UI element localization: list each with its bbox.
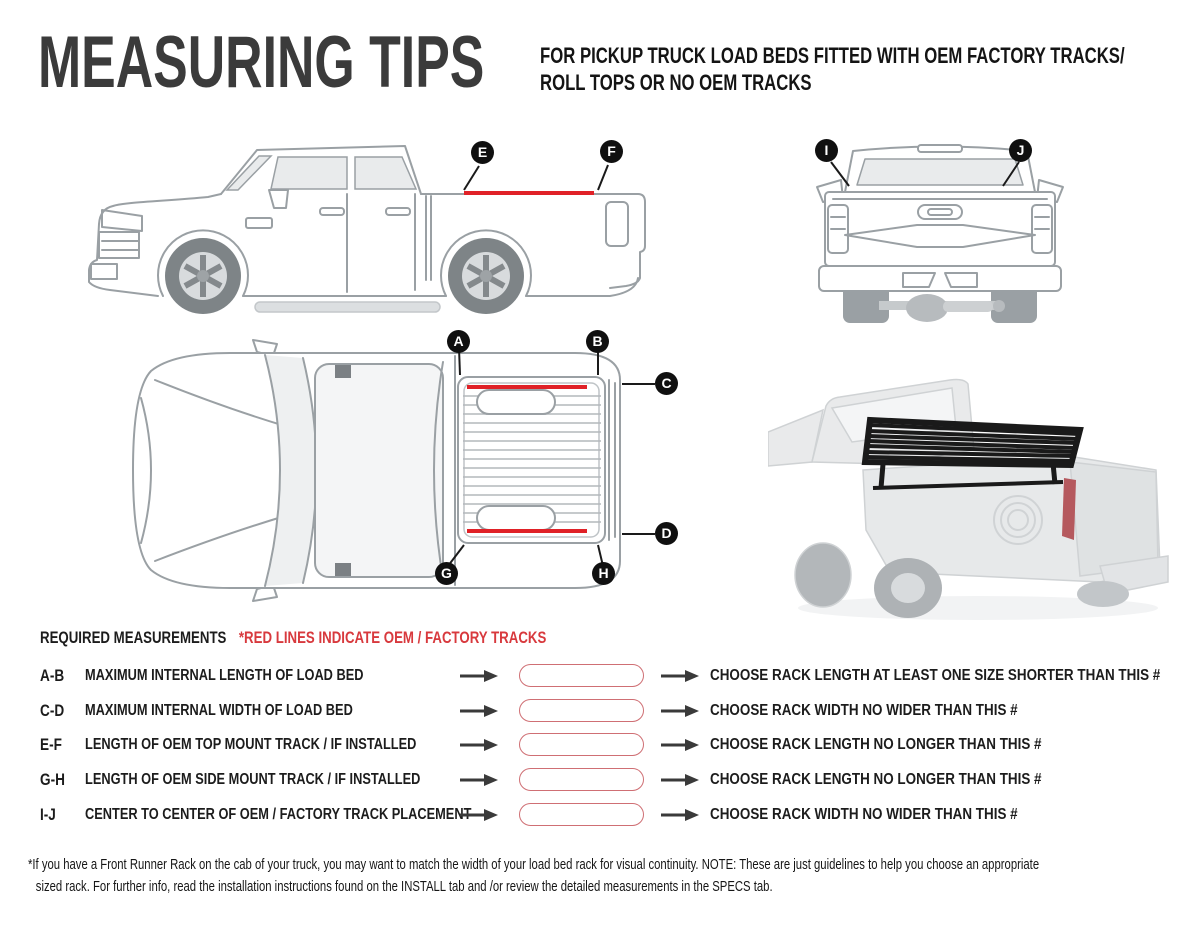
row-key: A-B — [40, 666, 65, 685]
row-description: CENTER TO CENTER OF OEM / FACTORY TRACK PLACEMENT — [85, 806, 472, 823]
truck-side-view-illustration — [50, 132, 650, 337]
row-instruction: CHOOSE RACK LENGTH NO LONGER THAN THIS # — [710, 771, 1042, 788]
measurement-row-ab — [0, 664, 1200, 688]
row-key: G-H — [40, 770, 65, 789]
footnote-line-1: *If you have a Front Runner Rack on the cab of your truck, you may want to match the width of your load bed rack for visual continuity. NOTE: These are just guidelines to help you choose an appropriate — [28, 857, 1040, 873]
truck-with-rack-photo — [768, 370, 1186, 628]
marker-badge-d: D — [655, 522, 678, 545]
row-instruction: CHOOSE RACK WIDTH NO WIDER THAN THIS # — [710, 806, 1018, 823]
row-instruction: CHOOSE RACK LENGTH AT LEAST ONE SIZE SHORTER THAN THIS # — [710, 667, 1161, 684]
truck-top-view-illustration — [125, 338, 673, 606]
arrow-right-icon — [460, 773, 498, 787]
row-description: LENGTH OF OEM SIDE MOUNT TRACK / IF INSTALLED — [85, 771, 421, 788]
marker-badge-f: F — [600, 140, 623, 163]
marker-badge-i: I — [815, 139, 838, 162]
rear-wheel — [448, 238, 524, 314]
marker-badge-c: C — [655, 372, 678, 395]
row-description: MAXIMUM INTERNAL WIDTH OF LOAD BED — [85, 702, 353, 719]
arrow-right-icon — [460, 738, 498, 752]
row-instruction: CHOOSE RACK LENGTH NO LONGER THAN THIS # — [710, 736, 1042, 753]
arrow-right-icon — [460, 669, 498, 683]
red-lines-note: *RED LINES INDICATE OEM / FACTORY TRACKS — [238, 628, 547, 647]
marker-badge-e: E — [471, 141, 494, 164]
footnote — [28, 854, 1200, 898]
measurement-row-cd — [0, 699, 1200, 723]
row-description: LENGTH OF OEM TOP MOUNT TRACK / IF INSTALLED — [85, 736, 417, 753]
row-key: I-J — [40, 805, 56, 824]
front-wheel — [165, 238, 241, 314]
arrow-right-icon — [460, 808, 498, 822]
arrow-right-icon — [661, 738, 699, 752]
row-description: MAXIMUM INTERNAL LENGTH OF LOAD BED — [85, 667, 364, 684]
page-subtitle — [540, 42, 1200, 96]
page-title: MEASURING TIPS — [38, 22, 485, 103]
marker-badge-b: B — [586, 330, 609, 353]
truck-rear-view-illustration — [815, 135, 1065, 330]
arrow-right-icon — [661, 773, 699, 787]
row-key: E-F — [40, 735, 62, 754]
measurement-row-ef — [0, 733, 1200, 757]
measurement-input-gh[interactable] — [519, 768, 644, 791]
subtitle-line-2: ROLL TOPS OR NO OEM TRACKS — [540, 70, 812, 95]
arrow-right-icon — [661, 669, 699, 683]
marker-badge-g: G — [435, 562, 458, 585]
required-measurements-heading — [40, 628, 689, 648]
section-label-text: REQUIRED MEASUREMENTS — [40, 628, 227, 647]
marker-e-leader — [464, 166, 479, 190]
marker-f-leader — [598, 165, 608, 190]
measurement-row-ij — [0, 803, 1200, 827]
arrow-right-icon — [661, 808, 699, 822]
footnote-line-2: sized rack. For further info, read the installation instructions found on the INSTALL tab and /or review the detailed measurements in the SPECS tab. — [35, 879, 773, 895]
marker-badge-h: H — [592, 562, 615, 585]
marker-badge-j: J — [1009, 139, 1032, 162]
measurement-input-ij[interactable] — [519, 803, 644, 826]
measurement-input-cd[interactable] — [519, 699, 644, 722]
row-instruction: CHOOSE RACK WIDTH NO WIDER THAN THIS # — [710, 702, 1018, 719]
measurement-row-gh — [0, 768, 1200, 792]
taillight — [1062, 478, 1076, 540]
arrow-right-icon — [460, 704, 498, 718]
marker-badge-a: A — [447, 330, 470, 353]
measurement-input-ab[interactable] — [519, 664, 644, 687]
arrow-right-icon — [661, 704, 699, 718]
subtitle-line-1: FOR PICKUP TRUCK LOAD BEDS FITTED WITH OEM FACTORY TRACKS/ — [540, 43, 1125, 68]
measurement-input-ef[interactable] — [519, 733, 644, 756]
row-key: C-D — [40, 701, 65, 720]
